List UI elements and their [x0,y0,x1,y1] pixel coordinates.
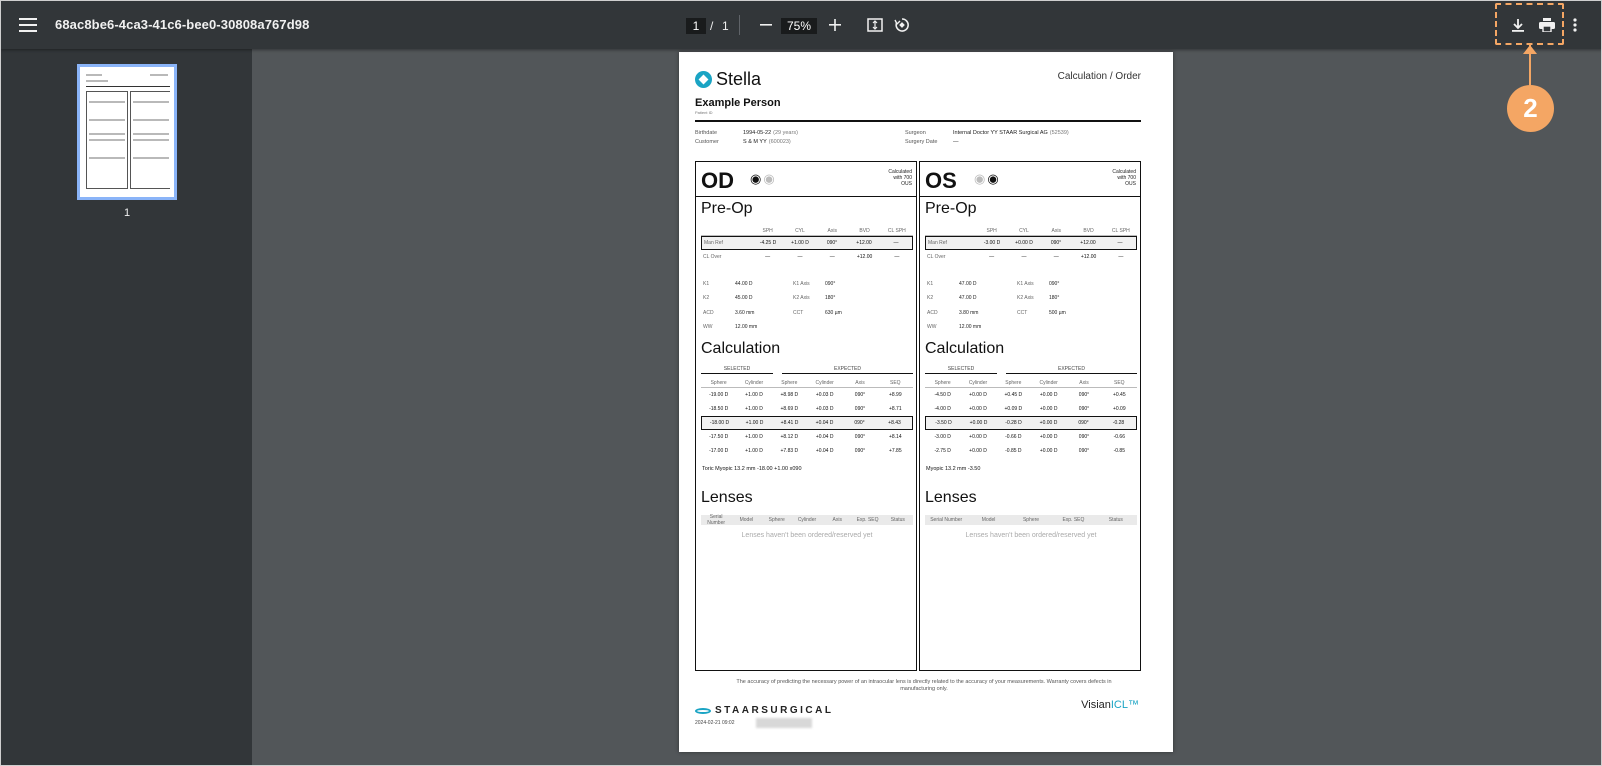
keratometry-k2 [927,295,977,301]
table-cell: -0.66 [1113,434,1125,440]
zoom-in-icon[interactable] [823,13,847,37]
table-header-cell: Exp. SEQ [1062,517,1085,523]
table-header-cell: Axis [1079,379,1089,386]
keratometry-label: K1 [927,281,934,287]
table-cell: +0.09 [1112,406,1126,412]
table-cell: -19.00 D [709,392,729,398]
table-cell: — [797,254,803,260]
table-cell: -4.50 D [934,392,951,398]
keratometry-label: WW [703,324,713,330]
keratometry-k1-axis [1017,281,1059,287]
table-cell: +0.00 D [1039,434,1058,440]
table-header-cell: Axis [832,517,842,523]
table-row [701,250,913,264]
od-eye-label: OD [701,168,734,193]
table-header-cell: CYL [1019,227,1029,234]
os-calc-groups [925,366,1137,376]
keratometry-label: K1 Axis [1017,281,1034,287]
table-cell: 090° [854,434,866,440]
table-row [925,236,1137,250]
table-header-cell: Serial Number [707,514,726,526]
table-cell: -17.00 D [709,448,729,454]
table-cell: 090° [1078,434,1090,440]
fit-page-icon[interactable] [863,13,887,37]
table-cell: +0.00 D [969,406,987,412]
table-header-cell: Cylinder [744,379,764,386]
od-lenses-empty-state: Lenses haven't been ordered/reserved yet [741,532,873,539]
keratometry-k2-axis [793,295,835,301]
table-header-cell: Axis [855,379,865,386]
keratometry-value: 47.00 D [959,295,977,301]
table-header-cell: BVD [859,227,870,234]
table-row [701,416,913,430]
keratometry-label: ACD [927,310,938,316]
table-cell: +0.04 D [815,420,834,426]
table-cell: +0.03 D [815,406,834,412]
table-cell: Man Ref [704,240,723,246]
table-cell: +1.00 D [745,434,763,440]
callout-highlight-box [1495,3,1564,45]
table-cell: +7.83 D [780,448,799,454]
table-cell: — [1118,254,1124,260]
keratometry-value: 500 µm [1049,310,1066,316]
patient-id-label: Patient ID [695,110,713,115]
table-cell: +0.09 D [1004,406,1023,412]
keratometry-label: K1 Axis [793,281,810,287]
keratometry-value: 12.00 mm [959,324,982,330]
staar-eye-icon [695,708,711,714]
table-cell: +8.41 D [780,420,799,426]
keratometry-value: 090° [825,281,836,287]
keratometry-value: 3.80 mm [959,310,979,316]
table-cell: +0.03 D [815,392,834,398]
expected-group-label: EXPECTED [782,366,913,374]
keratometry-value: 090° [1049,281,1060,287]
od-lenses-header [701,515,913,525]
callout-number-badge: 2 [1507,85,1554,132]
os-preop-table [925,226,1137,264]
table-cell: CL Over [703,254,722,260]
table-cell: — [829,254,835,260]
os-panel [919,161,1141,671]
table-cell: — [1117,240,1123,246]
keratometry-k1 [703,281,753,287]
os-keratometry-grid [927,281,1127,341]
table-header-cell: Cylinder [815,379,834,386]
table-header-cell: Exp. SEQ [856,517,879,523]
od-preop-table [701,226,913,264]
viewer-toolbar [1,1,1602,49]
table-row [925,416,1137,430]
keratometry-acd [703,310,754,316]
table-row [701,388,913,402]
table-cell: 090° [826,240,838,246]
table-cell: — [1021,254,1027,260]
page-number-input[interactable]: 1 [686,18,706,34]
table-header-cell: Cylinder [797,517,817,523]
table-cell: +8.98 D [780,392,799,398]
eye-icon: ◉ [974,171,988,186]
table-header-cell: Serial Number [930,517,963,523]
table-cell: Man Ref [928,240,947,246]
od-eye-icons [750,171,777,187]
od-panel [695,161,917,671]
table-cell: 090° [854,406,866,412]
table-cell: -0.85 D [1005,448,1022,454]
table-cell: +12.00 [1080,254,1097,260]
table-row [701,402,913,416]
table-cell: -2.75 D [934,448,951,454]
table-row [925,430,1137,444]
table-header-cell: Status [1108,517,1123,523]
table-header-cell: CL SPH [1111,227,1130,234]
table-cell: +0.00 D [969,434,987,440]
table-cell: +0.00 D [1039,392,1058,398]
keratometry-ww [703,324,757,330]
table-header-cell: Axis [1051,227,1061,234]
table-cell: +0.45 D [1004,392,1023,398]
table-cell: 090° [854,392,866,398]
table-header-row [701,378,913,388]
keratometry-label: WW [927,324,937,330]
disclaimer-text: The accuracy of predicting the necessary power of an intraocular lens is directly related to the accuracy of your measurements. Warranty covers defects in manufacturing only. [736,679,1112,692]
table-cell: +0.00 D [969,392,987,398]
table-cell: +8.43 [888,420,901,426]
table-cell: 090° [1078,406,1090,412]
thumbnail-sidebar [1,49,252,766]
keratometry-value: 44.00 D [735,281,753,287]
thumbnail-preview [84,71,170,193]
table-header-cell: CL SPH [887,227,906,234]
table-header-cell: SPH [986,227,997,234]
table-cell: +0.00 D [1039,420,1058,426]
table-header-cell: Cylinder [968,379,988,386]
redacted-text [756,718,812,728]
table-cell: +7.85 [888,448,902,454]
table-cell: CL Over [927,254,946,260]
od-calculation-note: Toric Myopic 13.2 mm -18.00 +1.00 x090 [702,466,802,472]
os-eye-icons [974,171,1001,187]
os-lenses-empty-state: Lenses haven't been ordered/reserved yet [965,532,1097,539]
table-header-cell: CYL [795,227,805,234]
os-lenses-title: Lenses [925,489,977,506]
keratometry-k2-axis [1017,295,1059,301]
od-calculation-table [701,378,913,458]
table-header-cell: Cylinder [1039,379,1058,386]
table-cell: +0.04 D [815,434,834,440]
table-cell: 090° [1078,448,1090,454]
keratometry-ww [927,324,981,330]
table-cell: +8.69 D [780,406,799,412]
table-row [701,430,913,444]
table-header-cell: Sphere [1005,379,1022,386]
stella-logo [695,69,761,90]
rotate-icon[interactable] [890,13,914,37]
table-header-cell: Sphere [710,379,727,386]
table-cell: 090° [1050,240,1062,246]
keratometry-value: 3.60 mm [735,310,755,316]
surgeon-row: Surgeon Internal Doctor YY STAAR Surgical AG (52539) [905,130,1069,136]
table-cell: +12.00 [856,254,873,260]
selected-group-label: SELECTED [925,366,997,374]
table-header-cell: SEQ [890,379,901,386]
print-timestamp: 2024-02-21 09:02 [695,720,735,726]
page-total: 1 [722,19,729,33]
table-cell: +1.00 D [745,420,764,426]
visian-icl-logo: VisianICL™ [1081,699,1139,711]
os-preop-title: Pre-Op [925,200,977,217]
table-cell: -17.50 D [709,434,729,440]
keratometry-cct [1017,310,1066,316]
table-cell: — [893,240,899,246]
keratometry-value: 180° [1049,295,1060,301]
document-type: Calculation / Order [1057,71,1141,82]
os-lenses-header [925,515,1137,525]
table-cell: +0.00 D [1039,406,1058,412]
table-cell: -18.50 D [709,406,729,412]
table-cell: +0.00 D [969,448,987,454]
table-cell: -4.00 D [934,406,951,412]
callout-arrowhead [1523,45,1537,54]
table-row [925,250,1137,264]
table-cell: -3.00 D [983,240,1001,246]
keratometry-value: 180° [825,295,836,301]
keratometry-k2 [703,295,753,301]
table-cell: +0.00 D [1015,240,1033,246]
os-eye-label: OS [925,168,957,193]
table-row [701,444,913,458]
table-header-cell: Sphere [768,517,785,523]
table-cell: +0.04 D [815,448,834,454]
thumbnail-page-number: 1 [123,207,131,219]
table-cell: -4.25 D [759,240,777,246]
keratometry-label: K2 [927,295,934,301]
os-calculation-table [925,378,1137,458]
pdf-page [679,52,1173,752]
eye-icon: ◉ [750,171,764,186]
od-lenses-title: Lenses [701,489,753,506]
staar-surgical-logo: STAARSURGICAL [695,705,833,716]
os-calculation-note: Myopic 13.2 mm -3.50 [926,466,981,472]
keratometry-label: CCT [793,310,804,316]
table-cell: +1.00 D [745,406,763,412]
od-calculation-title: Calculation [701,340,781,357]
brand-name: Stella [716,69,762,89]
table-row [925,388,1137,402]
table-header-cell: Model [981,517,996,523]
keratometry-label: K2 [703,295,710,301]
table-header-row [925,226,1137,236]
more-vert-icon[interactable] [1563,13,1587,37]
table-cell: +8.14 [888,434,902,440]
table-cell: — [765,254,771,260]
keratometry-value: 45.00 D [735,295,753,301]
menu-icon[interactable] [16,13,40,37]
table-header-cell: SPH [762,227,773,234]
page-thumbnail[interactable] [77,64,177,200]
table-cell: 090° [1078,392,1090,398]
table-header-row [701,226,913,236]
table-header-cell: Sphere [1022,517,1040,523]
keratometry-label: K2 Axis [1017,295,1034,301]
od-keratometry-grid [703,281,903,341]
toolbar-divider [739,15,740,35]
table-cell: 090° [854,448,866,454]
keratometry-label: K1 [703,281,710,287]
keratometry-value: 630 µm [825,310,842,316]
table-cell: -0.85 [1113,448,1125,454]
od-calculated-with: Calculated with 700 OUS [888,169,912,187]
keratometry-k1 [927,281,977,287]
eye-icon: ◉ [763,171,777,186]
patient-name: Example Person [695,97,781,109]
table-cell: -3.00 D [934,434,951,440]
document-title: 68ac8be6-4ca3-41c6-bee0-30808a767d98 [55,17,310,32]
os-panel-rule [920,196,1140,197]
table-header-cell: Status [890,517,905,523]
table-header-cell: Axis [827,227,837,234]
table-cell: -0.66 D [1005,434,1022,440]
eye-icon: ◉ [987,171,1001,186]
table-cell: +0.00 D [1039,448,1058,454]
keratometry-value: 12.00 mm [735,324,758,330]
table-cell: +12.00 [1080,240,1096,246]
keratometry-k1-axis [793,281,835,287]
table-cell: +8.12 D [780,434,799,440]
table-row [701,236,913,250]
os-calculation-title: Calculation [925,340,1005,357]
table-row [925,444,1137,458]
table-cell: +8.71 [888,406,902,412]
table-cell: -3.50 D [935,420,952,426]
table-cell: +0.45 [1112,392,1126,398]
table-row [925,402,1137,416]
table-cell: +1.00 D [791,240,809,246]
table-cell: +1.00 D [745,392,763,398]
table-header-cell: SEQ [1114,379,1125,386]
table-header-cell: Sphere [781,379,798,386]
keratometry-cct [793,310,842,316]
selected-group-label: SELECTED [701,366,773,374]
zoom-out-icon[interactable] [754,13,778,37]
table-header-row [925,378,1137,388]
keratometry-value: 47.00 D [959,281,977,287]
birthdate-row: Birthdate 1994-05-22 (29 years) [695,130,798,136]
table-cell: — [989,254,995,260]
od-panel-rule [696,196,916,197]
keratometry-label: K2 Axis [793,295,810,301]
surgery-date-row: Surgery Date — [905,139,959,145]
table-cell: 090° [1078,420,1089,426]
table-header-cell: Model [739,517,754,523]
od-preop-title: Pre-Op [701,200,753,217]
zoom-level-input[interactable]: 75% [781,18,817,34]
header-rule [695,120,1141,122]
table-cell: -0.28 [1112,420,1125,426]
page-separator: / [710,19,714,33]
table-cell: +0.00 D [969,420,988,426]
keratometry-acd [927,310,978,316]
table-header-cell: Sphere [934,379,951,386]
table-cell: 090° [854,420,865,426]
customer-row: Customer S & M YY (600023) [695,139,791,145]
expected-group-label: EXPECTED [1006,366,1137,374]
keratometry-label: ACD [703,310,714,316]
table-cell: -0.28 D [1005,420,1022,426]
table-cell: — [1053,254,1059,260]
keratometry-label: CCT [1017,310,1028,316]
table-header-cell: BVD [1083,227,1094,234]
table-cell: -18.00 D [709,420,730,426]
table-cell: +12.00 [856,240,872,246]
table-cell: +1.00 D [745,448,763,454]
table-cell: — [894,254,900,260]
od-calc-groups [701,366,913,376]
table-cell: +8.99 [888,392,902,398]
stella-logo-icon [695,71,712,88]
os-calculated-with: Calculated with 700 OUS [1112,169,1136,187]
